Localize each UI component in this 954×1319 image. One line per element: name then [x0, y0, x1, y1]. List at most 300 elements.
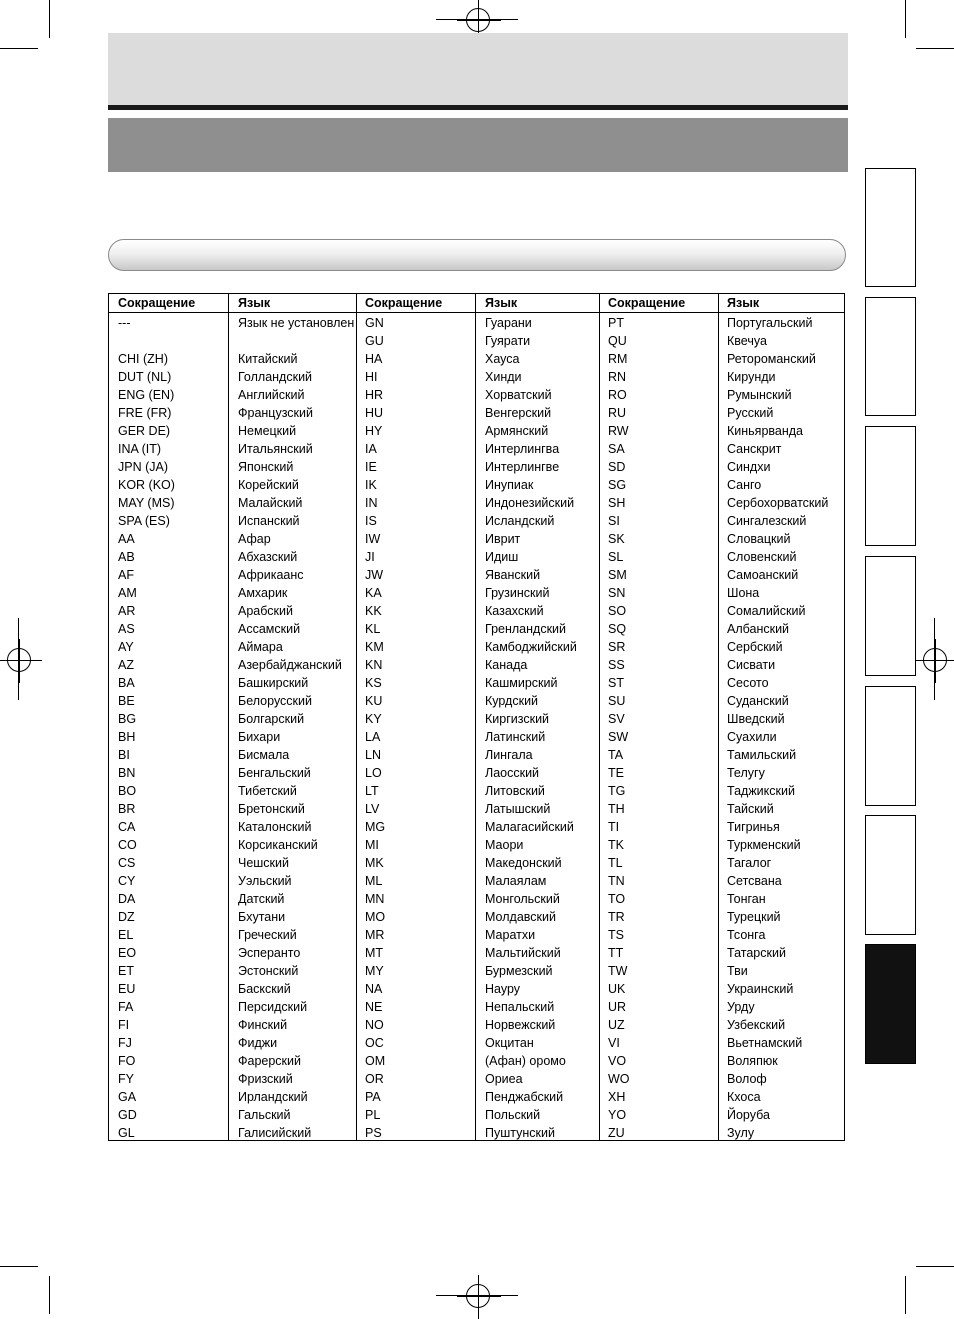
language-cell: Тви [727, 964, 748, 978]
language-cell: Амхарик [238, 586, 288, 600]
language-cell: Тамильский [727, 748, 797, 762]
registration-mark-icon [923, 648, 947, 672]
language-cell: Китайский [238, 352, 298, 366]
language-cell: Ретороманский [727, 352, 816, 366]
code-cell: GA [118, 1090, 137, 1104]
code-cell: KK [365, 604, 382, 618]
language-cell: Сомалийский [727, 604, 806, 618]
language-cell: Фризский [238, 1072, 293, 1086]
language-cell: Самоанский [727, 568, 799, 582]
code-cell: IN [365, 496, 378, 510]
language-cell: Кашмирский [485, 676, 558, 690]
code-cell: YO [608, 1108, 627, 1122]
language-cell: Сингалезский [727, 514, 807, 528]
code-cell: TI [608, 820, 620, 834]
language-cell: Тонган [727, 892, 766, 906]
column-divider [356, 294, 357, 1140]
code-cell: TH [608, 802, 625, 816]
side-tab[interactable] [865, 686, 916, 806]
code-cell: UK [608, 982, 626, 996]
code-cell: MAY (MS) [118, 496, 175, 510]
code-cell: SA [608, 442, 625, 456]
code-cell: KOR (KO) [118, 478, 175, 492]
code-cell: ZU [608, 1126, 625, 1140]
language-cell: Африкаанс [238, 568, 304, 582]
code-column [365, 314, 385, 1142]
code-cell: HR [365, 388, 384, 402]
code-cell: BI [118, 748, 130, 762]
language-cell: Венгерский [485, 406, 552, 420]
language-cell: Бхутани [238, 910, 286, 924]
language-cell: Русский [727, 406, 774, 420]
language-cell: Галисийский [238, 1126, 312, 1140]
code-cell: EO [118, 946, 137, 960]
code-cell: SM [608, 568, 627, 582]
language-cell: Татарский [727, 946, 786, 960]
language-cell: Бисмала [238, 748, 290, 762]
code-cell: GL [118, 1126, 135, 1140]
header-abbr: Сокращение [118, 296, 196, 310]
language-cell [238, 332, 354, 350]
code-cell: SH [608, 496, 626, 510]
code-cell: NO [365, 1018, 384, 1032]
language-cell: Шона [727, 586, 760, 600]
language-cell: Греческий [238, 928, 297, 942]
column-divider [475, 294, 476, 1140]
language-cell: Малайский [238, 496, 303, 510]
code-cell: EU [118, 982, 136, 996]
language-cell: Грузинский [485, 586, 550, 600]
language-cell: Бретонский [238, 802, 305, 816]
code-cell: SG [608, 478, 627, 492]
code-cell: UR [608, 1000, 627, 1014]
language-cell: Санскрит [727, 442, 782, 456]
language-cell: Синдхи [727, 460, 771, 474]
language-cell: Йоруба [727, 1108, 770, 1122]
language-cell: Бихари [238, 730, 281, 744]
header-band [108, 33, 848, 105]
code-cell: TW [608, 964, 628, 978]
language-cell: Болгарский [238, 712, 305, 726]
code-cell: EL [118, 928, 134, 942]
code-cell: IW [365, 532, 381, 546]
code-cell: AM [118, 586, 137, 600]
code-cell: SQ [608, 622, 627, 636]
side-tab[interactable] [865, 297, 916, 416]
section-band [108, 118, 848, 172]
code-cell: CO [118, 838, 137, 852]
code-cell: DZ [118, 910, 135, 924]
language-cell: Корсиканский [238, 838, 318, 852]
code-cell: OM [365, 1054, 386, 1068]
code-cell: IS [365, 514, 377, 528]
language-cell: Датский [238, 892, 285, 906]
language-cell: Курдский [485, 694, 539, 708]
code-cell: SI [608, 514, 620, 528]
language-cell: Хауса [485, 352, 520, 366]
code-cell: KY [365, 712, 382, 726]
language-cell: Сетсвана [727, 874, 782, 888]
code-cell: OC [365, 1036, 384, 1050]
column-divider [599, 294, 600, 1140]
language-cell: Тайский [727, 802, 774, 816]
language-cell: Канада [485, 658, 528, 672]
code-cell: RN [608, 370, 627, 384]
code-cell: MR [365, 928, 385, 942]
language-cell: Английский [238, 388, 305, 402]
language-cell: Инупиак [485, 478, 534, 492]
code-cell: SN [608, 586, 626, 600]
code-cell: --- [118, 316, 131, 330]
crop-mark [905, 0, 906, 38]
language-cell: Уэльский [238, 874, 292, 888]
language-code-table [108, 293, 845, 1141]
code-cell: AF [118, 568, 134, 582]
language-cell: Словацкий [727, 532, 791, 546]
language-cell: Бенгальский [238, 766, 311, 780]
code-cell: PT [608, 316, 624, 330]
language-cell: Японский [238, 460, 294, 474]
language-cell: Сербский [727, 640, 783, 654]
language-cell: Иврит [485, 532, 521, 546]
subsection-pill [108, 239, 846, 271]
language-cell: Ассамский [238, 622, 301, 636]
language-cell: Баскский [238, 982, 291, 996]
language-cell: Абхазский [238, 550, 298, 564]
code-cell: MI [365, 838, 379, 852]
column-divider [718, 294, 719, 1140]
code-cell: KA [365, 586, 382, 600]
language-cell: Тибетский [238, 784, 297, 798]
code-cell: XH [608, 1090, 626, 1104]
language-cell: Немецкий [238, 424, 297, 438]
code-cell: RO [608, 388, 627, 402]
language-cell: Вьетнамский [727, 1036, 803, 1050]
language-cell: Суданский [727, 694, 789, 708]
language-cell: Шведский [727, 712, 785, 726]
language-cell: Корейский [238, 478, 299, 492]
code-cell: UZ [608, 1018, 625, 1032]
code-cell: IE [365, 460, 377, 474]
code-cell: KN [365, 658, 383, 672]
language-cell: Лингала [485, 748, 533, 762]
language-cell: Окцитан [485, 1036, 534, 1050]
code-cell: PS [365, 1126, 382, 1140]
language-cell: Ирландский [238, 1090, 308, 1104]
code-cell: MT [365, 946, 384, 960]
code-cell: FRE (FR) [118, 406, 172, 420]
language-cell: Сербохорватский [727, 496, 829, 510]
language-cell: Пуштунский [485, 1126, 555, 1140]
code-cell: MN [365, 892, 385, 906]
code-cell: BE [118, 694, 135, 708]
code-cell: AS [118, 622, 135, 636]
code-cell: LN [365, 748, 381, 762]
code-cell: BO [118, 784, 137, 798]
language-cell: Азербайджанский [238, 658, 342, 672]
registration-mark-icon [466, 1284, 490, 1308]
code-cell: RM [608, 352, 628, 366]
crop-mark [49, 0, 50, 38]
language-cell: Аймара [238, 640, 283, 654]
language-column [485, 314, 577, 1142]
language-cell: Фарерский [238, 1054, 301, 1068]
code-cell: IK [365, 478, 377, 492]
header-lang: Язык [485, 296, 518, 310]
code-cell: MK [365, 856, 384, 870]
code-cell: JPN (JA) [118, 460, 168, 474]
language-cell: Воляпюк [727, 1054, 778, 1068]
language-cell: Лаосский [485, 766, 540, 780]
code-cell: SW [608, 730, 629, 744]
code-cell: DUT (NL) [118, 370, 172, 384]
code-cell: ST [608, 676, 624, 690]
language-cell: Молдавский [485, 910, 556, 924]
language-cell: Фиджи [238, 1036, 278, 1050]
language-cell: Гуарани [485, 316, 532, 330]
code-cell: TA [608, 748, 624, 762]
language-cell: Сесото [727, 676, 769, 690]
language-cell: Непальский [485, 1000, 555, 1014]
language-cell: Малагасийский [485, 820, 574, 834]
language-cell: Гальский [238, 1108, 291, 1122]
code-cell: SPA (ES) [118, 514, 170, 528]
language-cell: Идиш [485, 550, 519, 564]
code-cell: HI [365, 370, 378, 384]
language-cell: Киргизский [485, 712, 550, 726]
language-cell: Белорусский [238, 694, 312, 708]
code-cell: CS [118, 856, 136, 870]
code-cell: BR [118, 802, 136, 816]
code-cell: QU [608, 334, 627, 348]
language-cell: Норвежский [485, 1018, 556, 1032]
crop-mark [905, 1276, 906, 1314]
language-cell: Телугу [727, 766, 765, 780]
header-lang: Язык [238, 296, 271, 310]
language-cell: Науру [485, 982, 521, 996]
language-cell: Турецкий [727, 910, 781, 924]
language-cell: Словенский [727, 550, 797, 564]
code-cell: HA [365, 352, 383, 366]
code-cell: DA [118, 892, 136, 906]
side-tab-active[interactable] [865, 944, 916, 1064]
language-cell: (Афан) оромо [485, 1054, 566, 1068]
language-cell: Кхоса [727, 1090, 761, 1104]
code-cell: FJ [118, 1036, 132, 1050]
language-cell: Урду [727, 1000, 755, 1014]
language-cell: Монгольский [485, 892, 560, 906]
code-cell: AR [118, 604, 136, 618]
language-cell: Итальянский [238, 442, 313, 456]
code-cell [118, 332, 175, 350]
code-cell: TG [608, 784, 626, 798]
code-cell: TR [608, 910, 625, 924]
language-cell: Казахский [485, 604, 544, 618]
code-cell: CHI (ZH) [118, 352, 168, 366]
language-cell: Литовский [485, 784, 545, 798]
language-cell: Исландский [485, 514, 555, 528]
code-cell: HU [365, 406, 384, 420]
language-cell: Голландский [238, 370, 313, 384]
code-column [118, 314, 175, 1142]
code-cell: LT [365, 784, 379, 798]
language-cell: Тагалог [727, 856, 772, 870]
code-cell: TE [608, 766, 624, 780]
code-cell: AA [118, 532, 135, 546]
code-cell: WO [608, 1072, 630, 1086]
code-cell: LV [365, 802, 380, 816]
language-cell: Интерлингва [485, 442, 560, 456]
code-cell: KS [365, 676, 382, 690]
language-cell: Кирунди [727, 370, 776, 384]
crop-mark [49, 1276, 50, 1314]
language-cell: Эстонский [238, 964, 299, 978]
language-cell: Индонезийский [485, 496, 575, 510]
language-cell: Суахили [727, 730, 777, 744]
language-cell: Каталонский [238, 820, 312, 834]
code-cell: FO [118, 1054, 136, 1068]
language-cell: Санго [727, 478, 762, 492]
language-cell: Волоф [727, 1072, 767, 1086]
language-cell: Хинди [485, 370, 522, 384]
language-cell: Маратхи [485, 928, 536, 942]
code-cell: BA [118, 676, 135, 690]
code-cell: MO [365, 910, 386, 924]
code-cell: ML [365, 874, 383, 888]
code-cell: KL [365, 622, 381, 636]
code-cell: FA [118, 1000, 134, 1014]
code-cell: RW [608, 424, 629, 438]
language-cell: Узбекский [727, 1018, 786, 1032]
language-cell: Испанский [238, 514, 300, 528]
code-cell: CA [118, 820, 136, 834]
language-cell: Таджикский [727, 784, 795, 798]
code-cell: GER DE) [118, 424, 171, 438]
code-cell: NA [365, 982, 383, 996]
code-cell: NE [365, 1000, 383, 1014]
code-cell: AZ [118, 658, 134, 672]
header-divider [109, 312, 844, 313]
language-cell: Камбоджийский [485, 640, 577, 654]
language-cell: Туркменский [727, 838, 801, 852]
crop-mark [916, 1266, 954, 1267]
code-cell: LO [365, 766, 382, 780]
code-cell: KM [365, 640, 384, 654]
language-cell: Яванский [485, 568, 541, 582]
language-cell: Латинский [485, 730, 546, 744]
language-cell: Ориеа [485, 1072, 523, 1086]
crop-mark [0, 1266, 38, 1267]
language-cell: Киньярванда [727, 424, 804, 438]
code-cell: ET [118, 964, 134, 978]
header-rule [108, 105, 848, 110]
language-cell: Хорватский [485, 388, 552, 402]
code-cell: BG [118, 712, 137, 726]
language-cell: Пенджабский [485, 1090, 564, 1104]
code-cell: GD [118, 1108, 137, 1122]
language-cell: Тсонга [727, 928, 766, 942]
code-cell: FY [118, 1072, 134, 1086]
code-column [608, 314, 630, 1142]
code-cell: PL [365, 1108, 381, 1122]
code-cell: AB [118, 550, 135, 564]
code-cell: ENG (EN) [118, 388, 175, 402]
code-cell: SO [608, 604, 627, 618]
side-tab[interactable] [865, 815, 916, 935]
code-cell: SS [608, 658, 625, 672]
language-cell: Гренландский [485, 622, 566, 636]
code-cell: VO [608, 1054, 627, 1068]
language-cell: Эсперанто [238, 946, 301, 960]
code-cell: RU [608, 406, 627, 420]
code-cell: FI [118, 1018, 130, 1032]
code-cell: CY [118, 874, 136, 888]
code-cell: BH [118, 730, 136, 744]
language-cell: Афар [238, 532, 271, 546]
crop-mark [916, 48, 954, 49]
column-divider [228, 294, 229, 1140]
language-cell: Армянский [485, 424, 549, 438]
code-cell: HY [365, 424, 383, 438]
code-cell: SK [608, 532, 625, 546]
code-cell: VI [608, 1036, 620, 1050]
code-cell: PA [365, 1090, 381, 1104]
code-cell: TS [608, 928, 624, 942]
language-cell: Чешский [238, 856, 289, 870]
header-lang: Язык [727, 296, 760, 310]
registration-mark-icon [466, 8, 490, 32]
code-cell: KU [365, 694, 383, 708]
language-cell: Бурмезский [485, 964, 553, 978]
code-cell: TN [608, 874, 625, 888]
registration-mark-icon [7, 648, 31, 672]
side-tab[interactable] [865, 556, 916, 676]
language-cell: Финский [238, 1018, 288, 1032]
code-cell: GN [365, 316, 384, 330]
code-cell: MY [365, 964, 384, 978]
header-abbr: Сокращение [365, 296, 443, 310]
code-cell: LA [365, 730, 381, 744]
code-cell: TT [608, 946, 624, 960]
language-cell: Польский [485, 1108, 541, 1122]
code-cell: AY [118, 640, 134, 654]
code-cell: TO [608, 892, 626, 906]
language-cell: Квечуа [727, 334, 767, 348]
side-tab[interactable] [865, 426, 916, 546]
language-cell: Арабский [238, 604, 293, 618]
language-cell: Мальтийский [485, 946, 561, 960]
language-column [238, 314, 354, 1142]
code-cell: JI [365, 550, 375, 564]
language-cell: Язык не установлен [238, 316, 355, 330]
header-abbr: Сокращение [608, 296, 686, 310]
language-cell: Интерлингве [485, 460, 560, 474]
code-cell: JW [365, 568, 384, 582]
code-cell: OR [365, 1072, 384, 1086]
side-tab[interactable] [865, 168, 916, 287]
language-cell: Зулу [727, 1126, 755, 1140]
code-cell: SL [608, 550, 624, 564]
language-cell: Персидский [238, 1000, 308, 1014]
language-column [727, 314, 828, 1142]
language-cell: Португальский [727, 316, 813, 330]
language-cell: Латышский [485, 802, 551, 816]
code-cell: IA [365, 442, 377, 456]
code-cell: BN [118, 766, 136, 780]
language-cell: Гуярати [485, 334, 531, 348]
language-cell: Маори [485, 838, 524, 852]
code-cell: GU [365, 334, 384, 348]
